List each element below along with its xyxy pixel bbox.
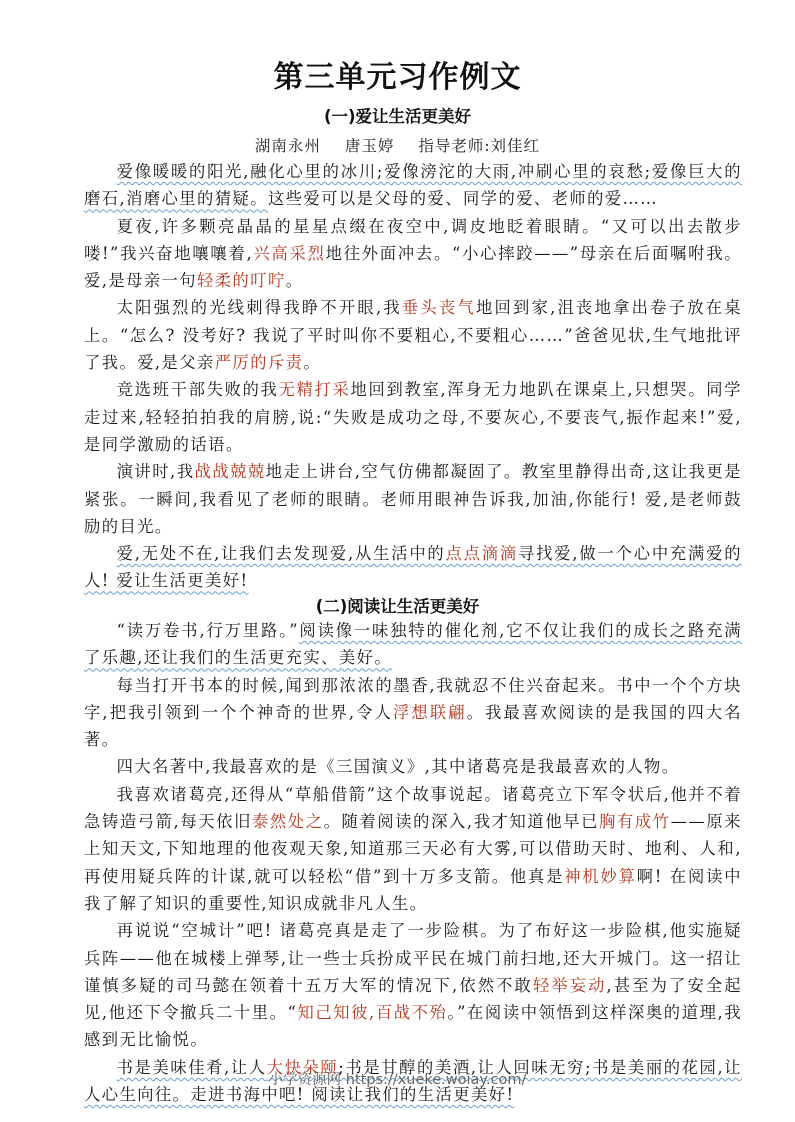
text-run: ——原来上知天文,下知地理的他夜观天象,知道那三天必有大雾,可以借助天时、地利、人和,再使用疑兵阵的计谋,就可以轻松“借”到十万多支箭。他真是 [84,812,742,886]
byline-teacher: 指导老师:刘佳红 [418,137,541,155]
footer-watermark: 小学资源网 https://xueke.woiay.com/ [268,1072,527,1088]
text-run: 每当打开书本的时候,闻到那浓浓的墨香,我就忍不住兴奋起来。书中一个个方块字,把我引领到一个个神奇的世界,令人 [84,675,742,722]
essay2-heading: (二)阅读让生活更美好 [315,597,480,616]
paragraph [84,158,742,213]
highlighted-phrase: 严厉的斥责 [214,353,304,373]
paragraph [84,540,742,595]
highlighted-phrase: 神机妙算 [564,866,637,886]
text-run: 太阳强烈的光线刺得我睁不开眼,我 [116,298,402,318]
paragraph [84,294,742,376]
text-run: 四大名著中,我最喜欢的是《三国演义》,其中诸葛亮是我最喜欢的人物。 [116,757,680,777]
essay1-body [84,158,742,595]
text-run: 地回到家,沮丧地拿出卷子放在桌上。“怎么? 没考好? 我说了平时叫你不要粗心,不要粗心……”爸爸见状,生气地批评了我。爱,是父亲 [84,298,742,373]
text-run: 。”在阅读中领悟到这样深奥的道理,我感到无比愉悦。 [84,1003,742,1050]
highlighted-phrase: 兴高采烈 [253,243,326,263]
byline-place: 湖南永州 [254,137,321,155]
text-run: 我喜欢诸葛亮,还得从“草船借箭”这个故事说起。诸葛亮立下军令状后,他并不着急铸造弓箭,每天依旧 [84,784,742,832]
paragraph [84,753,742,780]
highlighted-phrase: 垂头丧气 [401,298,476,318]
text-run: 再说说“空城计”吧! 诸葛亮真是走了一步险棋。为了布好这一步险棋,他实施疑兵阵——他在城楼上弹琴,让一些士兵扮成平民在城门前扫地,还大开城门。这一招让谨慎多疑的司马懿在领着十五万大军的情况下,依然不敢 [84,921,742,995]
text-run: 爱,无处不在,让我们去发现爱,从生活中的 [116,544,446,564]
text-run: 。随着阅读的深入,我才知道他早已 [323,812,600,832]
text-run: 书是美味佳肴,让人 [116,1057,267,1077]
text-run: 阅读像一味独特的催化剂,它不仅让我们的成长之路充满了乐趣,还让我们的生活更充实、美好。 [84,621,742,668]
text-run: 演讲时,我 [116,462,195,482]
paragraph [84,672,742,754]
text-run: 竞选班干部失败的我 [116,380,279,400]
paragraph [84,213,742,295]
highlighted-phrase: 轻柔的叮咛 [197,271,286,291]
paragraph [84,781,742,917]
byline-author: 唐玉婷 [344,137,395,155]
essay1-byline [0,134,795,156]
text-run: 。我最喜欢阅读的是我国的四大名著。 [84,702,742,750]
paragraph [84,376,742,458]
text-run: 啊! 在阅读中我了解了知识的重要性,知识成就非凡人生。 [84,866,742,913]
text-run: 爱像暖暖的阳光,融化心里的冰川;爱像滂沱的大雨,冲刷心里的哀愁;爱像巨大的磨石,消磨心里的猜疑。 [84,162,742,209]
text-run: “读万卷书,行万里路。” [116,621,299,640]
text-run: 地走上讲台,空气仿佛都凝固了。教室里静得出奇,这让我更是紧张。一瞬间,我看见了老师的眼睛。老师用眼神告诉我,加油,你能行! 爱,是老师鼓励的目光。 [84,462,742,536]
highlighted-phrase: 泰然处之 [251,812,324,832]
highlighted-phrase: 轻举妄动 [532,975,607,995]
page-title: 第三单元习作例文 [273,60,522,95]
text-run: 这些爱可以是父母的爱、同学的爱、老师的爱…… [267,189,659,209]
paragraph [84,917,742,1053]
highlighted-phrase: 无精打采 [278,380,351,400]
text-run: 地往外面冲去。“小心摔跤——”母亲在后面嘱咐我。爱,是母亲一句 [84,243,742,291]
text-run: 夏夜,许多颗亮晶晶的星星点缀在夜空中,调皮地眨着眼睛。“又可以出去散步喽!”我兴奋地嚷嚷着, [84,216,742,263]
text-run: 。 [303,353,322,373]
highlighted-phrase: 胸有成竹 [599,812,671,832]
text-run: 寻找爱,做一个心中充满爱的人! 爱让生活更美好! [84,544,743,591]
paragraph [84,617,742,672]
highlighted-phrase: 知己知彼,百战不殆 [297,1003,448,1023]
essay2-body [84,617,742,1108]
highlighted-phrase: 大快朵颐 [266,1057,339,1077]
essay1-heading: (一)爱让生活更美好 [323,107,472,126]
text-run: 地回到教室,浑身无力地趴在课桌上,只想哭。同学走过来,轻轻拍拍我的肩膀,说:“失败是成功之母,不要灰心,不要丧气,振作起来!”爱,是同学激励的话语。 [84,380,742,454]
paragraph [84,458,742,540]
highlighted-phrase: 战战兢兢 [194,462,266,482]
highlighted-phrase: 浮想联翩 [393,702,467,722]
text-run: ,甚至为了安全起见,他还下令撤兵二十里。“ [84,975,742,1023]
highlighted-phrase: 点点滴滴 [445,544,519,564]
text-run: ;书是甘醇的美酒,让人回味无穷;书是美丽的花园,让人心生向往。走进书海中吧! 阅读让我们的生活更美好! [84,1057,742,1105]
text-run: 。 [285,271,304,291]
